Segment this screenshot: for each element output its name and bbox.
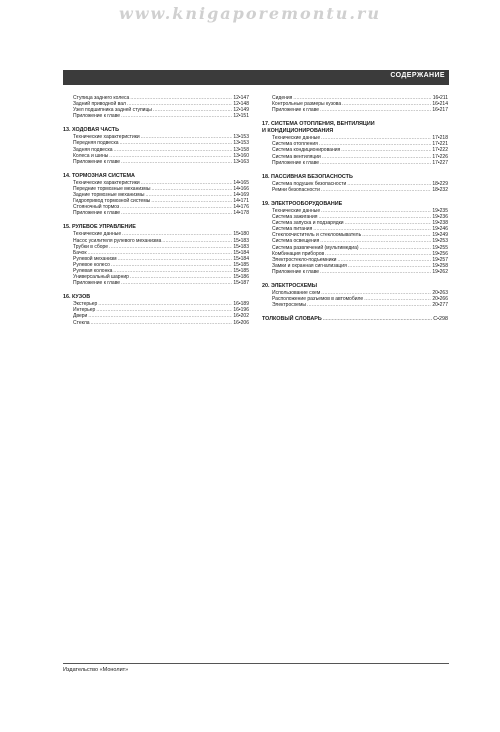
entry-label: Система питания	[272, 226, 313, 233]
entry-page-number: 20•266	[432, 296, 448, 303]
toc-left-column	[63, 95, 249, 334]
entry-label: Передняя подвеска	[73, 140, 119, 147]
entry-page-number: 16•206	[233, 319, 249, 326]
entry-page-number: 13•163	[233, 158, 249, 165]
dot-leader	[323, 316, 432, 323]
entry-label: Технические характеристики	[73, 134, 140, 141]
entry-page-number: 16•217	[432, 107, 448, 114]
entry-page-number: 14•165	[233, 179, 249, 186]
entry-page-number: 19•236	[432, 214, 448, 221]
entry-label: Экстерьер	[73, 301, 98, 308]
section-title: 15. РУЛЕВОЕ УПРАВЛЕНИЕ	[63, 224, 136, 231]
entry-page-number: 14•178	[233, 210, 249, 217]
entry-label: Трубки в сборе	[73, 243, 109, 250]
entry-page-number: 13•153	[233, 134, 249, 141]
toc-entry[interactable]	[63, 159, 249, 165]
entry-label: Приложение к главе	[73, 113, 121, 120]
section-title-continued: И КОНДИЦИОНИРОВАНИЯ	[262, 128, 334, 135]
entry-page-number: 20•277	[432, 302, 448, 309]
entry-page-number: 13•160	[233, 152, 249, 159]
entry-page-number: 14•171	[233, 198, 249, 205]
entry-label: Задний приводной вал	[73, 101, 126, 108]
toc-entry[interactable]	[63, 113, 249, 119]
entry-label: Задние тормозные механизмы	[73, 192, 145, 199]
entry-page-number: 16•189	[233, 301, 249, 308]
entry-page-number: 13•158	[233, 146, 249, 153]
entry-label: Рулевая колонка	[73, 267, 113, 274]
entry-label: Задняя подвеска	[73, 146, 113, 153]
entry-label: Стояночный тормоз	[73, 204, 120, 211]
header-bar	[63, 70, 449, 85]
entry-label: Контрольные размеры кузова	[272, 101, 342, 108]
entry-page-number: 15•185	[233, 267, 249, 274]
toc-section	[63, 224, 249, 286]
entry-label: Приложение к главе	[272, 159, 320, 166]
entry-page-number: 19•258	[432, 262, 448, 269]
toc-entry[interactable]	[262, 302, 448, 308]
entry-label: Использование схем	[272, 289, 321, 296]
entry-page-number: 14•166	[233, 185, 249, 192]
entry-page-number: 16•211	[432, 95, 448, 101]
entry-page-number: 19•249	[432, 232, 448, 239]
entry-label: Узел подшипника задней ступицы	[73, 107, 152, 114]
dot-leader	[321, 187, 431, 193]
footer-divider	[63, 663, 449, 664]
entry-label: Ремни безопасности	[272, 186, 320, 193]
entry-page-number: 15•180	[233, 231, 249, 238]
entry-page-number: 19•255	[432, 244, 448, 251]
entry-label: Сидения	[272, 95, 293, 101]
toc-entry[interactable]	[262, 187, 448, 193]
entry-label: Рулевой механизм	[73, 255, 117, 262]
entry-page-number: 14•169	[233, 192, 249, 199]
entry-label: Приложение к главе	[73, 158, 121, 165]
section-title: 20. ЭЛЕКТРОСХЕМЫ	[262, 282, 318, 289]
entry-label: Приложение к главе	[73, 210, 121, 217]
entry-label: Рулевое колесо	[73, 261, 110, 268]
section-title: 18. ПАССИВНАЯ БЕЗОПАСНОСТЬ	[262, 173, 353, 180]
toc-section	[262, 283, 448, 308]
entry-label: Технические данные	[272, 207, 321, 214]
entry-page-number: 15•184	[233, 249, 249, 256]
entry-label: Гидропривод тормозной системы	[73, 198, 151, 205]
entry-label: Насос усилителя рулевого механизма	[73, 237, 162, 244]
dot-leader	[121, 159, 232, 165]
toc-entry[interactable]	[63, 280, 249, 286]
section-title: 19. ЭЛЕКТРООБОРУДОВАНИЕ	[262, 200, 343, 207]
dot-leader	[121, 113, 232, 119]
entry-page-number: 12•147	[233, 95, 249, 101]
entry-label: Система развлечений (мультимедиа)	[272, 244, 359, 251]
entry-page-number: 15•183	[233, 237, 249, 244]
entry-page-number: 19•257	[432, 256, 448, 263]
entry-page-number: 16•214	[432, 101, 448, 108]
entry-label: Бачок	[73, 249, 87, 256]
dot-leader	[307, 302, 431, 308]
entry-label: Стеклоочиститель и стеклоомыватель	[272, 232, 362, 239]
entry-label: Замки и охранная сигнализация	[272, 262, 347, 269]
entry-label: Система отопления	[272, 141, 318, 148]
entry-page-number: 15•187	[233, 280, 249, 287]
toc-section	[63, 173, 249, 217]
section-title: 16. КУЗОВ	[63, 294, 91, 301]
publisher-text: Издательство «Монолит»	[63, 667, 129, 673]
entry-label: Колеса и шины	[73, 152, 109, 159]
entry-label: Двери	[73, 313, 88, 320]
glossary-label: ТОЛКОВЫЙ СЛОВАРЬ	[262, 316, 322, 323]
entry-label: Технические характеристики	[73, 179, 140, 186]
toc-entry[interactable]	[262, 107, 448, 113]
entry-page-number: 12•149	[233, 107, 249, 114]
toc-section	[262, 95, 448, 113]
toc-section	[63, 127, 249, 164]
entry-page-number: 16•202	[233, 313, 249, 320]
section-title: 14. ТОРМОЗНАЯ СИСТЕМА	[63, 172, 135, 179]
entry-label: Система кондиционирования	[272, 147, 341, 154]
entry-label: Система освещения	[272, 238, 320, 245]
entry-label: Приложение к главе	[73, 280, 121, 287]
toc-entry[interactable]	[63, 210, 249, 216]
entry-page-number: 17•218	[432, 135, 448, 142]
entry-page-number: 15•186	[233, 274, 249, 281]
entry-page-number: 20•263	[432, 289, 448, 296]
dot-leader	[121, 210, 232, 216]
toc-section	[262, 121, 448, 165]
entry-page-number: 19•262	[432, 268, 448, 275]
toc-section	[63, 95, 249, 119]
entry-label: Расположение разъемов в автомобиле	[272, 296, 364, 303]
entry-page-number: 15•184	[233, 255, 249, 262]
entry-page-number: 19•246	[432, 226, 448, 233]
entry-page-number: 19•256	[432, 250, 448, 257]
toc-entry-glossary[interactable]	[262, 316, 448, 323]
entry-label: Система подушек безопасности	[272, 180, 347, 187]
entry-page-number: 17•227	[432, 159, 448, 166]
entry-page-number: 17•226	[432, 153, 448, 160]
entry-page-number: 15•183	[233, 243, 249, 250]
dot-leader	[121, 280, 232, 286]
toc-entry[interactable]	[63, 320, 249, 326]
toc-entry[interactable]	[262, 160, 448, 166]
entry-label: Система вентиляции	[272, 153, 321, 160]
entry-page-number: 16•196	[233, 307, 249, 314]
entry-page-number: 12•148	[233, 101, 249, 108]
entry-page-number: 17•221	[432, 141, 448, 148]
entry-page-number: 15•185	[233, 261, 249, 268]
entry-page-number: 19•238	[432, 220, 448, 227]
toc-section	[262, 174, 448, 193]
section-title: 13. ХОДОВАЯ ЧАСТЬ	[63, 127, 119, 134]
entry-page-number: 13•153	[233, 140, 249, 147]
entry-label: Комбинация приборов	[272, 250, 325, 257]
entry-label: Приложение к главе	[272, 107, 320, 114]
entry-label: Ступица заднего колеса	[73, 95, 130, 101]
section-title: 17. СИСТЕМА ОТОПЛЕНИЯ, ВЕНТИЛЯЦИИ	[262, 121, 375, 128]
toc-entry[interactable]	[262, 269, 448, 275]
toc-section	[63, 294, 249, 325]
entry-page-number: 18•232	[432, 186, 448, 193]
entry-page-number: 19•253	[432, 238, 448, 245]
dot-leader	[320, 269, 431, 275]
entry-label: Электросхемы	[272, 302, 306, 309]
entry-label: Система запуска и подзарядки	[272, 220, 344, 227]
dot-leader	[320, 107, 431, 113]
entry-page-number: 19•235	[432, 207, 448, 214]
entry-label: Система зажигания	[272, 214, 318, 221]
entry-label: Приложение к главе	[272, 268, 320, 275]
entry-page-number: 17•222	[432, 147, 448, 154]
entry-page-number: 14•176	[233, 204, 249, 211]
page-title: СОДЕРЖАНИЕ	[390, 72, 445, 79]
toc-section	[262, 201, 448, 275]
dot-leader	[91, 320, 233, 326]
entry-label: Интерьер	[73, 307, 96, 314]
entry-label: Стекла	[73, 319, 90, 326]
entry-label: Передние тормозные механизмы	[73, 185, 151, 192]
watermark: www.knigaporemontu.ru	[119, 4, 381, 23]
entry-label: Технические данные	[73, 231, 122, 238]
entry-page-number: 18•229	[432, 180, 448, 187]
dot-leader	[320, 160, 431, 166]
toc-right-column	[262, 95, 448, 323]
entry-label: Электростекло-подъемники	[272, 256, 337, 263]
entry-label: Технические данные	[272, 135, 321, 142]
entry-page-number: 12•151	[233, 113, 249, 120]
glossary-page-number: С•298	[433, 316, 448, 323]
entry-label: Универсальный шарнир	[73, 274, 129, 281]
